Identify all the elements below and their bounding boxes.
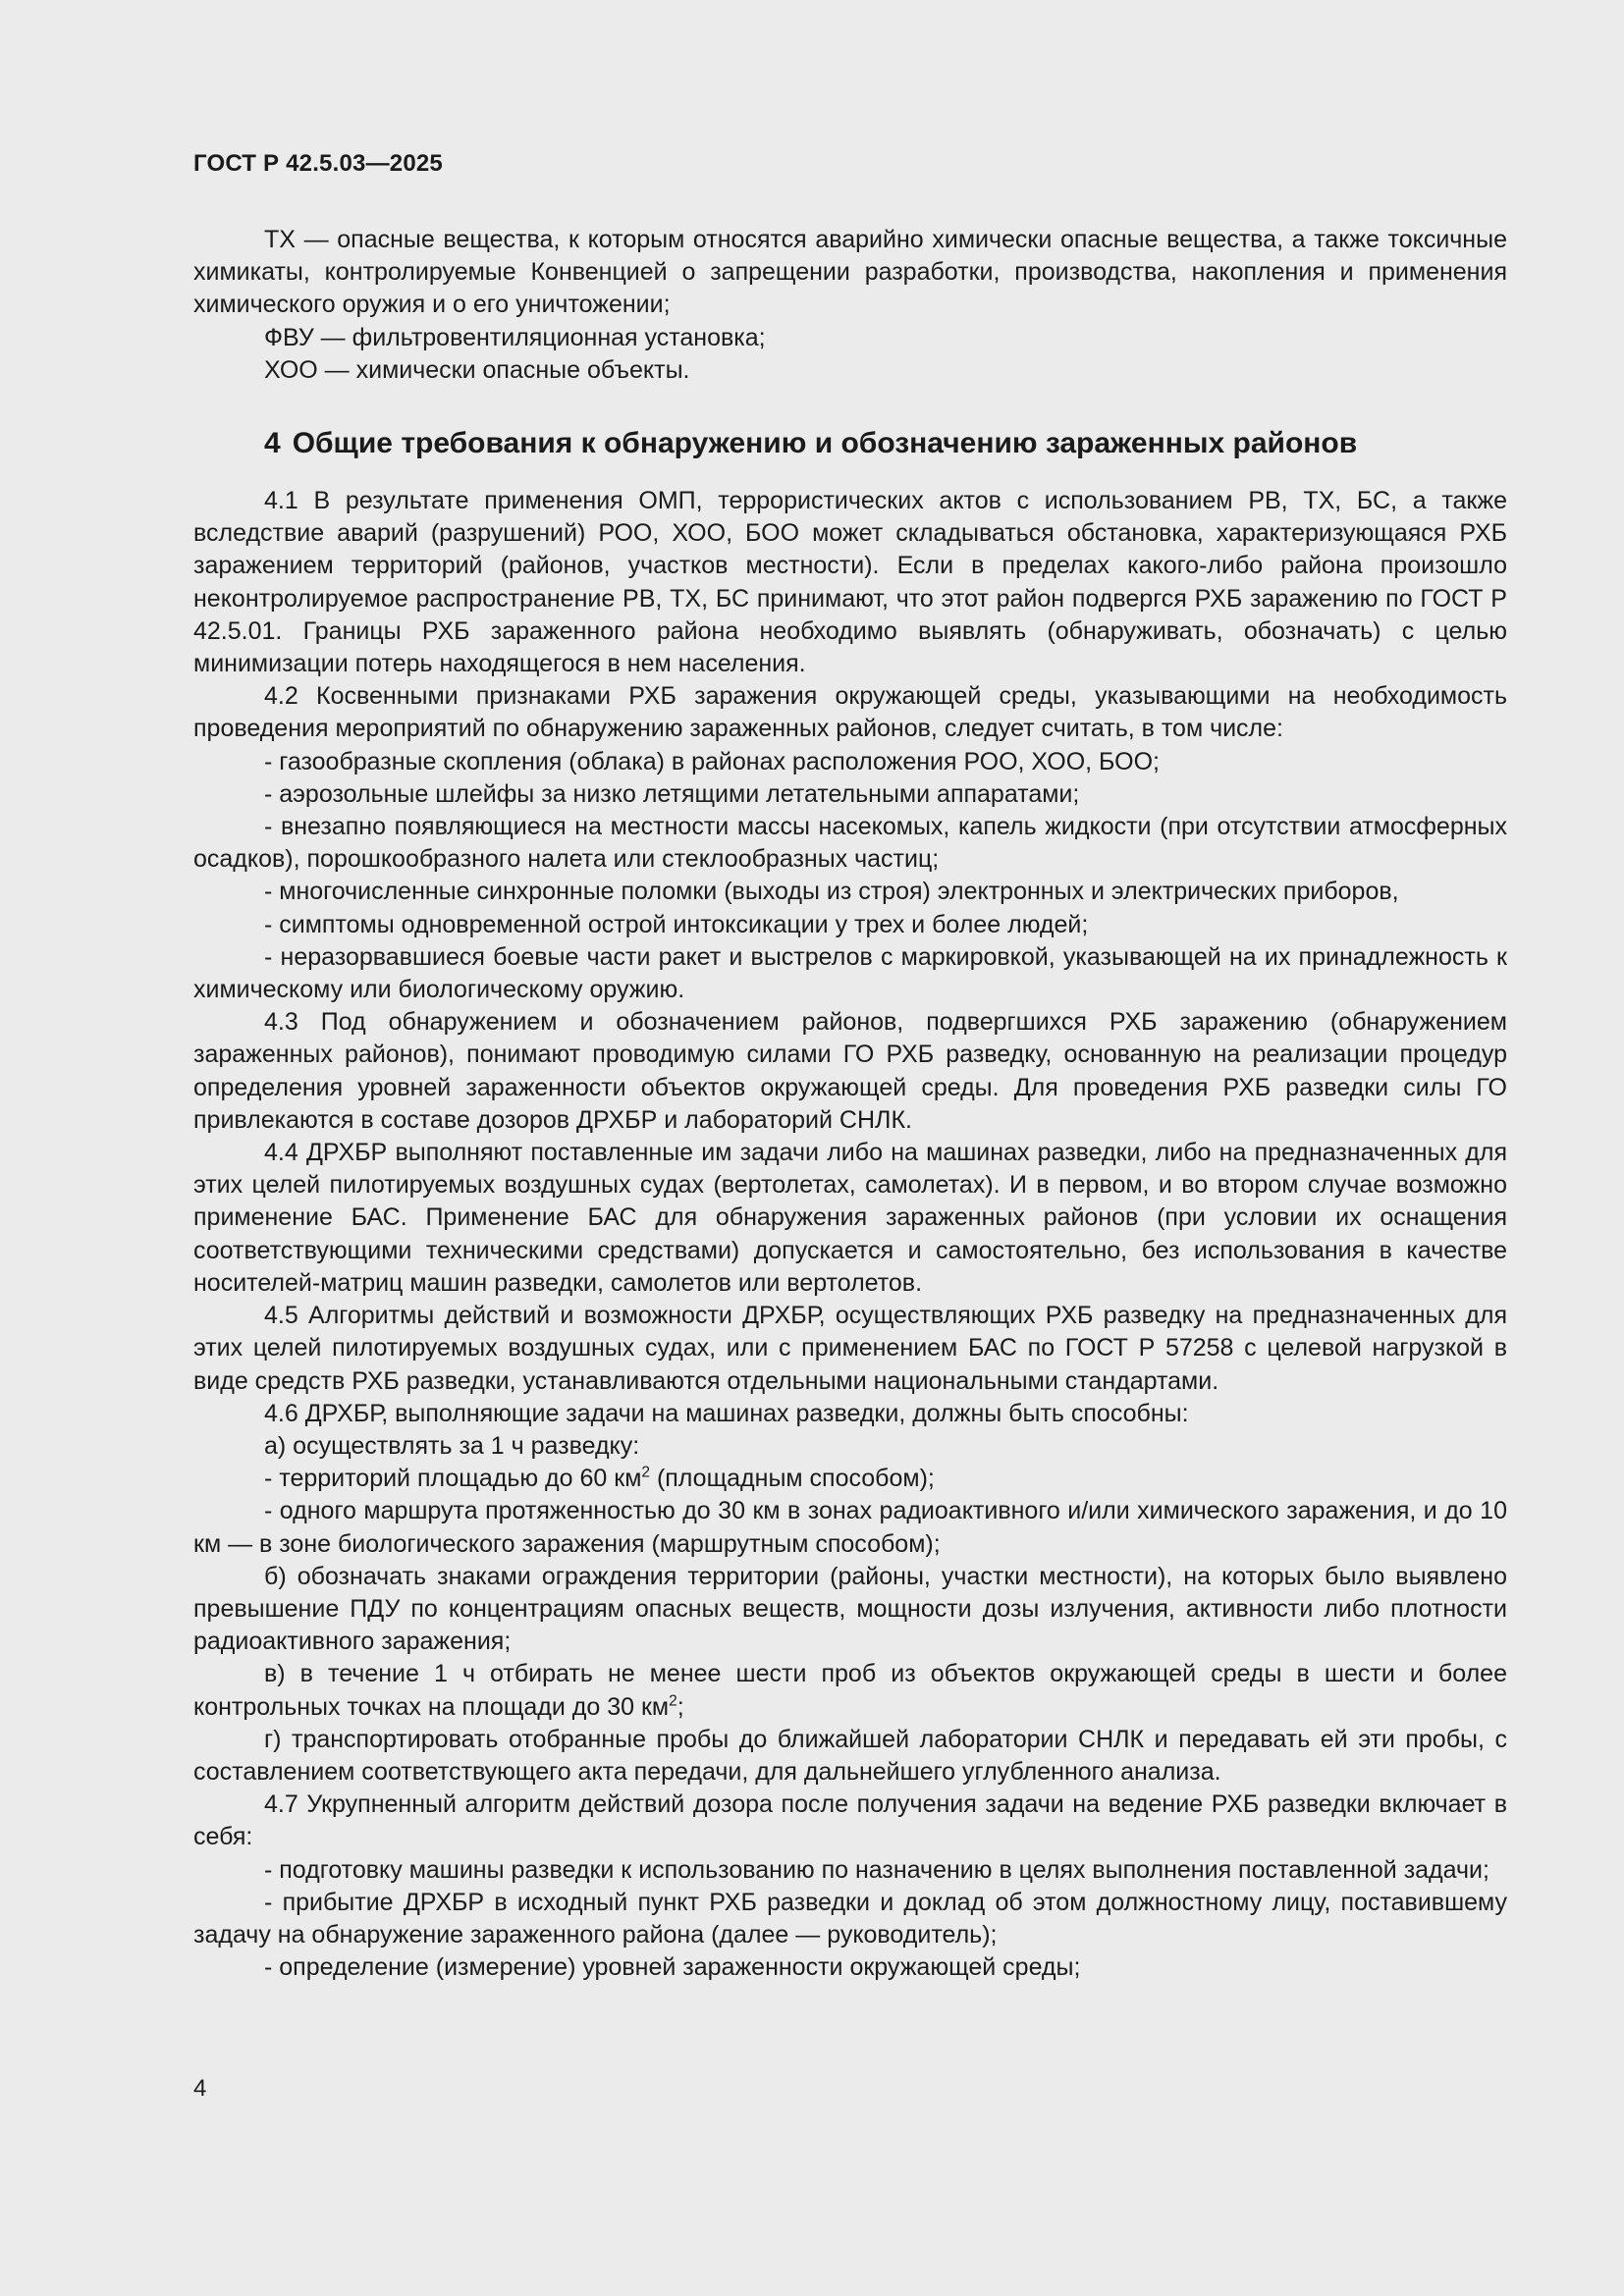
superscript: 2 bbox=[669, 1692, 677, 1710]
item-a-territory bbox=[193, 1463, 1507, 1495]
paragraph-4-4: 4.4 ДРХБР выполняют поставленные им задачи либо на машинах разведки, либо на предназначенных для этих целей пилотируемых воздушных судах (вертолетах, самолетах). И в первом, и во втором случае возможно применение БАС. Применение БАС для обнаружения зараженных районов (при условии их оснащения соответствующими техническими средствами) допускается и самостоятельно, без использования в качестве носителей-матриц машин разведки, самолетов или вертолетов. bbox=[193, 1139, 1507, 1297]
list-item-unexploded: - неразорвавшиеся боевые части ракет и выстрелов с маркировкой, указывающей на их принадлежность к химическому или биологическому оружию. bbox=[193, 942, 1507, 1004]
abbr-fvu: ФВУ — фильтровентиляционная установка; bbox=[264, 323, 766, 351]
item-v-tail: ; bbox=[677, 1692, 684, 1721]
section-number: 4 bbox=[264, 427, 281, 460]
item-a: а) осуществлять за 1 ч разведку: bbox=[264, 1431, 640, 1460]
item-b: б) обозначать знаками ограждения территории (районы, участки местности), на которых было выявлено превышение ПДУ по концентрациям опасных веществ, мощности дозы излучения, активности либо плотности радиоактивного заражения; bbox=[193, 1562, 1507, 1656]
paragraph-4-5: 4.5 Алгоритмы действий и возможности ДРХБР, осуществляющих РХБ разведку на предназначенных для этих целей пилотируемых воздушных судах, или с применением БАС по ГОСТ Р 57258 с целевой нагрузкой в виде средств РХБ разведки, устанавливаются отдельными национальными стандартами. bbox=[193, 1302, 1507, 1395]
list-item-prepare-machine: - подготовку машины разведки к использованию по назначению в целях выполнения поставленной задачи; bbox=[264, 1855, 1489, 1884]
item-a-route: - одного маршрута протяженностью до 30 км в зонах радиоактивного и/или химического заражения, и до 10 км — в зоне биологического заражения (маршрутным способом); bbox=[193, 1497, 1507, 1558]
item-g: г) транспортировать отобранные пробы до ближайшей лаборатории СНЛК и передавать ей эти пробы, с составлением соответствующего акта передачи, для дальнейшего углубленного анализа. bbox=[193, 1725, 1507, 1786]
item-v-text: в) в течение 1 ч отбирать не менее шести проб из объектов окружающей среды в шести и более контрольных точках на площади до 30 км bbox=[193, 1660, 1507, 1721]
paragraph-4-6: 4.6 ДРХБР, выполняющие задачи на машинах разведки, должны быть способны: bbox=[264, 1399, 1189, 1427]
item-v bbox=[193, 1658, 1507, 1723]
item-a-territory-tail: (площадным способом); bbox=[650, 1465, 935, 1493]
paragraph-4-3: 4.3 Под обнаружением и обозначением районов, подвергшихся РХБ заражению (обнаружением зараженных районов), понимают проводимую силами ГО РХБ разведку, основанную на реализации процедур определения уровней зараженности объектов окружающей среды. Для проведения РХБ разведки силы ГО привлекаются в составе дозоров ДРХБР и лабораторий СНЛК. bbox=[193, 1008, 1507, 1134]
list-item-aerosol-trails: - аэрозольные шлейфы за низко летящими летательными аппаратами; bbox=[264, 779, 1080, 808]
paragraph-4-1: 4.1 В результате применения ОМП, террористических актов с использованием РВ, ТХ, БС, а также вследствие аварий (разрушений) РОО, ХОО, БОО может складываться обстановка, характеризующаяся РХБ заражением территорий (районов, участков местности). Если в пределах какого-либо района произошло неконтролируемое распространение РВ, ТХ, БС принимают, что этот район подвергся РХБ заражению по ГОСТ Р 42.5.01. Границы РХБ зараженного района необходимо выявлять (обнаруживать, обозначать) с целью минимизации потерь находящегося в нем населения. bbox=[193, 487, 1507, 678]
section-heading bbox=[193, 426, 1507, 461]
paragraph-4-2: 4.2 Косвенными признаками РХБ заражения окружающей среды, указывающими на необходимость проведения мероприятий по обнаружению зараженных районов, следует считать, в том числе: bbox=[193, 682, 1507, 743]
item-a-territory-text: - территорий площадью до 60 км bbox=[264, 1465, 642, 1493]
section-title: Общие требования к обнаружению и обозначению зараженных районов bbox=[292, 427, 1358, 460]
page-content bbox=[193, 224, 1507, 1984]
abbr-hoo: ХОО — химически опасные объекты. bbox=[264, 355, 690, 384]
list-item-insects-liquid: - внезапно появляющиеся на местности массы насекомых, капель жидкости (при отсутствии атмосферных осадков), порошкообразного налета или стеклообразных частиц; bbox=[193, 813, 1507, 874]
list-item-intoxication: - симптомы одновременной острой интоксикации у трех и более людей; bbox=[264, 910, 1089, 938]
superscript: 2 bbox=[641, 1464, 650, 1481]
page-number: 4 bbox=[193, 2075, 207, 2102]
list-item-device-failures: - многочисленные синхронные поломки (выходы из строя) электронных и электрических приборов, bbox=[264, 878, 1399, 906]
list-item-gas-clouds: - газообразные скопления (облака) в районах расположения РОО, ХОО, БОО; bbox=[264, 747, 1160, 775]
abbr-tx: ТХ — опасные вещества, к которым относятся аварийно химически опасные вещества, а также токсичные химикаты, контролируемые Конвенцией о запрещении разработки, производства, накопления и применения химического оружия и о его уничтожении; bbox=[193, 226, 1507, 319]
document-code-header: ГОСТ Р 42.5.03—2025 bbox=[193, 150, 443, 177]
list-item-measurement: - определение (измерение) уровней зараженности окружающей среды; bbox=[264, 1953, 1081, 1982]
list-item-arrival: - прибытие ДРХБР в исходный пункт РХБ разведки и доклад об этом должностному лицу, поставившему задачу на обнаружение зараженного района (далее — руководитель); bbox=[193, 1888, 1507, 1949]
paragraph-4-7: 4.7 Укрупненный алгоритм действий дозора после получения задачи на ведение РХБ разведки включает в себя: bbox=[193, 1790, 1507, 1851]
